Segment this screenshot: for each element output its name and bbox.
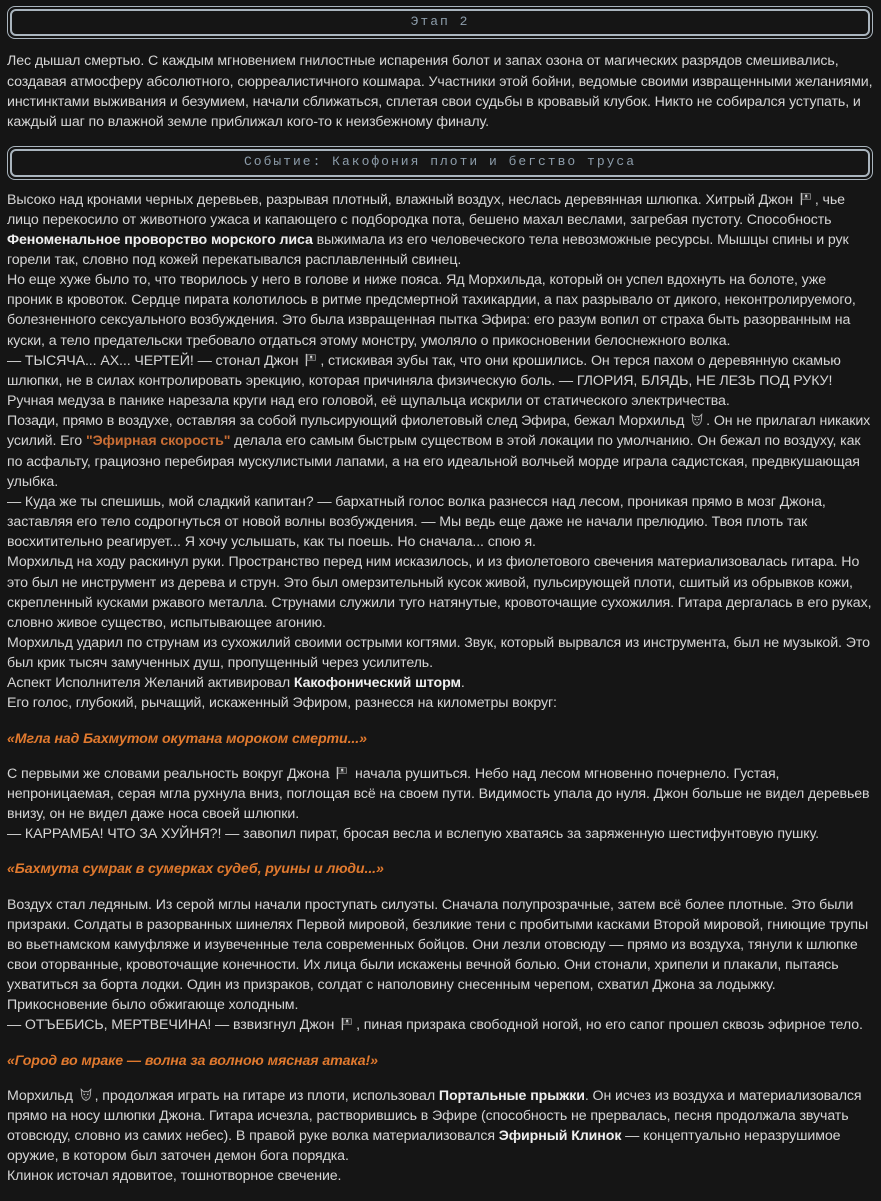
body-text: Морхильд на ходу раскинул руки. Пространство перед ним исказилось, и из фиолетового свечения материализовалась гитара. Но это был не инструмент из дерева и струн. Это был омерзительный кусок живой, пульсирующей плоти, сшитый из обрывков кожи, скрепленный кусками ржавого металла. Струнами служили туго натянутые, кровоточащие сухожилия. Гитара дергалась в его руках, словно живое существо, испытывающее агонию. xyxy=(7,554,872,631)
body-text: — Куда же ты спешишь, мой сладкий капитан? — бархатный голос волка разнесся над лесом, проникая прямо в мозг Джона, заставляя его тело содрогнуться от новой волны возбуждения. — Мы ведь еще даже не начали прелюдию. Твоя плоть так восхитительно реагирует... Я хочу услышать, как ты поешь. Но сначала... спою я. xyxy=(7,493,826,551)
emphasis-text: Эфирный Клинок xyxy=(498,1128,622,1145)
body-text: . xyxy=(460,675,465,692)
intro-paragraph: Лес дышал смертью. С каждым мгновением гнилостные испарения болот и запах озона от магических разрядов смешивались, создавая атмосферу абсолютного, сюрреалистичного кошмара. Участники этой бойни, ведомые своими извращенными желаниями, инстинктами выживания и безумием, начали сближаться, сплетая свои судьбы в кровавый клубок. Никто не собирался уступать, и каждый шаг по влажной земле приближал кого-то к неизбежному финалу. xyxy=(7,53,873,130)
story-line xyxy=(7,190,873,271)
emphasis-text: Какофонический шторм xyxy=(293,675,461,692)
stage-header-title: Этап 2 xyxy=(10,9,870,36)
event-header-frame xyxy=(7,146,873,179)
story-line xyxy=(7,1086,873,1167)
body-text: — ОТЪЕБИСЬ, МЕРТВЕЧИНА! — взвизгнул Джон xyxy=(7,1017,339,1034)
body-text: — КАРРАМБА! ЧТО ЗА ХУЙНЯ?! — завопил пират, бросая весла и вслепую хватаясь за заряженную шестифунтовую пушку. xyxy=(7,826,819,843)
pirate-flag-icon xyxy=(799,192,813,206)
story-line xyxy=(7,673,873,693)
body-text: , чье лицо перекосило от животного ужаса и капающего с подбородка пота, бешено махал веслами, загребая пустоту. Способность xyxy=(7,191,845,228)
emphasis-text: Феноменальное проворство морского лиса xyxy=(7,231,313,248)
body-text: , продолжая играть на гитаре из плоти, использовал xyxy=(94,1087,439,1104)
body-text: Но еще хуже было то, что творилось у него в голове и ниже пояса. Яд Морхильда, который он успел вдохнуть на болоте, уже проник в кровоток. Сердце пирата колотилось в ритме предсмертной тахикардии, а пах разрывало от дикого, неконтролируемого, болезненного сексуального возбуждения. Это была извращенная пытка Эфира: его разум вопил от страха быть разорванным на куски, а тело предательски требовало отдаться этому монстру, умоляло о прикосновении белоснежного волка. xyxy=(7,272,856,349)
body-text: Морхильд xyxy=(7,1087,77,1104)
body-text: Аспект Исполнителя Желаний активировал xyxy=(7,675,294,692)
body-text: Морхильд ударил по струнам из сухожилий своими острыми когтями. Звук, который вырвался из инструмента, был не музыкой. Это был крик тысяч замученных душ, пропущенный через усилитель. xyxy=(7,634,870,672)
story-paragraph xyxy=(7,764,873,845)
pirate-flag-icon xyxy=(335,766,349,780)
story-line xyxy=(7,764,873,824)
body-text: выжимала из его человеческого тела невозможные ресурсы. Мышцы спины и рук горели так, словно под кожей перекатывался расплавленный свинец. xyxy=(7,231,849,268)
story-paragraph xyxy=(7,1086,873,1187)
body-text: — концептуально неразрушимое оружие, в котором был заточен демон бога порядка. xyxy=(7,1128,841,1165)
story-line xyxy=(7,633,873,673)
body-text: , стискивая зубы так, что они крошились. Он терся пахом о деревянную скамью шлюпки, не в силах контролировать эрекцию, которая причиняла физическую боль. — ГЛОРИЯ, БЛЯДЬ, НЕ ЛЕЗЬ ПОД РУКУ! xyxy=(7,352,841,389)
story-line xyxy=(7,824,873,844)
song-quote: «Мгла над Бахмутом окутана мороком смерти...» xyxy=(7,730,367,747)
stage-header-frame xyxy=(7,6,873,39)
body-text: Ручная медуза в панике нарезала круги над его головой, её щупальца искрили от статического электричества. xyxy=(7,393,730,410)
body-text: Воздух стал ледяным. Из серой мглы начали проступать силуэты. Сначала полупрозрачные, затем всё более плотные. Это были призраки. Солдаты в разорванных шинелях Первой мировой, безликие тени с пробитыми касками Второй мировой, гниющие трупы во вьетнамском камуфляже и изувеченные тела современных бойцов. Они лезли отовсюду — прямо из воздуха, тянули к шлюпке свои оторванные, кровоточащие конечности. Их лица были искажены вечной болью. Они стонали, хрипели и плакали, пытаясь ухватиться за борта лодки. Один из призраков, солдат с наполовину снесенным черепом, схватил Джона за лодыжку. Прикосновение было обжигающе холодным. xyxy=(7,896,869,1014)
wolf-icon xyxy=(690,413,704,427)
body-text: — ТЫСЯЧА... АХ... ЧЕРТЕЙ! — стонал Джон xyxy=(7,352,303,369)
story-line xyxy=(7,1015,873,1035)
body-text: Его голос, глубокий, рычащий, искаженный Эфиром, разнесся на километры вокруг: xyxy=(7,695,557,712)
body-text: начала рушиться. Небо над лесом мгновенно почернело. Густая, непроницаемая, серая мгла рухнула вниз, поглощая всё на своем пути. Видимость упала до нуля. Джон больше не видел деревьев внизу, он не видел даже носа своей шлюпки. xyxy=(7,765,870,823)
story-line xyxy=(7,270,873,351)
story-paragraph xyxy=(7,190,873,714)
story-line xyxy=(7,492,873,552)
story-line xyxy=(7,351,873,391)
story xyxy=(7,190,873,1187)
body-text: Высоко над кронами черных деревьев, разрывая плотный, влажный воздух, неслась деревянная шлюпка. Хитрый Джон xyxy=(7,191,797,208)
story-line xyxy=(7,1166,873,1186)
body-text: делала его самым быстрым существом в этой локации по умолчанию. Он бежал по воздуху, как по асфальту, грациозно перебирая мускулистыми лапами, а на его идеальной волчьей морде играла садистская, предвкушающая улыбка. xyxy=(7,433,861,490)
story-line xyxy=(7,693,873,713)
pirate-flag-icon xyxy=(340,1017,354,1031)
song-quote: «Город во мраке — волна за волною мясная атака!» xyxy=(7,1052,378,1069)
body-text: С первыми же словами реальность вокруг Джона xyxy=(7,765,334,782)
emphasis-text: Портальные прыжки xyxy=(438,1087,585,1104)
body-text: , пиная призрака свободной ногой, но его сапог прошел сквозь эфирное тело. xyxy=(356,1017,863,1034)
event-header-title: Событие: Какофония плоти и бегство труса xyxy=(10,149,870,176)
story-line xyxy=(7,411,873,492)
body-text: . Он исчез из воздуха и материализовался прямо на носу шлюпки Джона. Гитара исчезла, растворившись в Эфире (способность не прервалась, песня продолжала звучать отовсюду, словно из самих небес). В правой руке волка материализовался xyxy=(7,1087,862,1145)
wolf-icon xyxy=(79,1088,93,1102)
song-quote: «Бахмута сумрак в сумерках судеб, руины и люди...» xyxy=(7,861,384,878)
body-text: Клинок источал ядовитое, тошнотворное свечение. xyxy=(7,1168,342,1185)
body-text: Позади, прямо в воздухе, оставляя за собой пульсирующий фиолетовый след Эфира, бежал Морхильд xyxy=(7,413,689,430)
pirate-flag-icon xyxy=(304,353,318,367)
emphasis-text: "Эфирная скорость" xyxy=(85,433,231,450)
story-line xyxy=(7,895,873,1016)
body-text: . Он не прилагал никаких усилий. Его xyxy=(7,413,871,450)
story-line xyxy=(7,552,873,633)
story-line xyxy=(7,391,873,411)
story-paragraph xyxy=(7,895,873,1036)
